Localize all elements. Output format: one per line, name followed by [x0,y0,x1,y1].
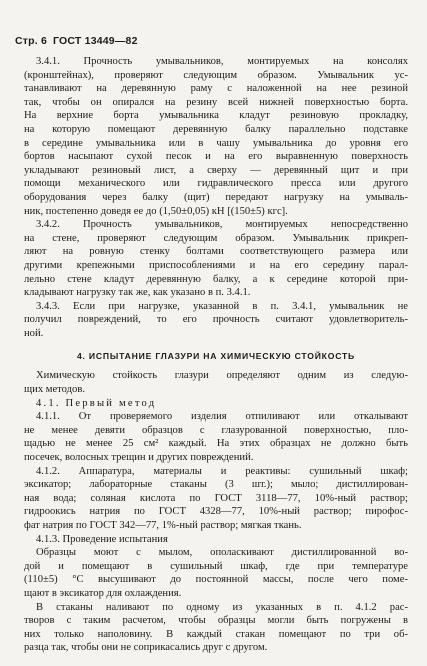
method-heading: 4.1. Первый метод [36,397,157,409]
paragraph-4-1-3 [24,546,408,600]
text-line: 4.1.2. Аппаратура, материалы и реактивы: сушильный шкаф; [36,465,408,477]
text-line: В стаканы наливают по одному из указанных в п. 4.1.2 рас- [36,601,408,613]
text-line: щадью не менее 25 см² каждый. На этих образцах не должно быть [24,438,408,450]
text-line: 3.4.1. Прочность умывальников, монтируемых на консолях [36,56,408,67]
text-line: 3.4.2. Прочность умывальников, монтируемых непосредственно [36,219,408,231]
text-line: ная вода; соляная кислота по ГОСТ 3118—77, 10%-ный раствор; [24,492,408,504]
text-line: другими крепежными приспособлениями и на его середину парал- [24,259,408,271]
text-line: не менее девяти образцов с глазурованной поверхностью, пло- [24,424,408,436]
text-line: Химическую стойкость глазури определяют одним из следую- [36,370,408,382]
text-line: ляют на ровную стенку болтами соответствующего размера или [24,246,408,258]
text-line: гидроокись натрия по ГОСТ 4328—77, 10%-ный раствор; пирофос- [24,506,408,518]
text-line: лельно стене кладут деревянную балку, а к середине которой при- [24,273,408,285]
text-line: так, чтобы он опирался на резину всей нижней поверхностью борта. [24,96,408,108]
paragraph-3-4-3 [24,300,408,341]
method-heading [24,397,408,411]
text-line: кладывают нагрузку так же, как указано в п. 3.4.1. [24,287,251,299]
text-line: щают в эксикатор для охлаждения. [24,587,182,599]
paragraph-4-1-3b [24,601,408,655]
section-heading: 4. ИСПЫТАНИЕ ГЛАЗУРИ НА ХИМИЧЕСКУЮ СТОЙКОСТЬ [76,351,356,362]
text-line: Образцы моют с мылом, ополаскивают дистиллированной во- [36,547,408,559]
subsection-heading: 4.1.3. Проведение испытания [36,533,168,545]
text-line: оборудования через балку (щит) передают нагрузку на умываль- [24,191,408,203]
text-line: бортов насыпают сухой песок и на его выравненную поверхность [24,151,408,163]
paragraph-4-1-1 [24,410,408,464]
standard-code: ГОСТ 13449—82 [53,35,138,47]
text-line: посечек, волосных трещин и других повреждений. [24,451,254,463]
text-line: на стене, проверяют следующим образом. Умывальник прикреп- [24,232,408,244]
subsection-heading [24,533,408,547]
text-line: (кронштейнах), проверяют следующим образом. Умывальник ус- [24,69,408,81]
text-line: ник, постепенно доведя ее до (1,50±0,05) кН [(150±5) кгс]. [24,205,288,217]
text-line: ной. [24,328,44,339]
text-line: разца так, чтобы они не соприкасались друг с другом. [24,642,268,654]
text-line: них только наполовину. В каждый стакан помещают по три об- [24,628,408,640]
text-line: 4.1.1. От проверяемого изделия отпиливают или откалывают [36,411,408,423]
text-line: 3.4.3. Если при нагрузке, указанной в п. 3.4.1, умывальник не [36,300,408,312]
paragraph-3-4-1 [24,55,408,218]
text-line: щих методов. [24,383,85,395]
text-line: получил повреждений, то его прочность считают удовлетворитель- [24,314,408,326]
text-line: дой и помещают в сушильный шкаф, где при температуре [24,560,408,572]
paragraph-3-4-2 [24,218,408,300]
text-line: (110±5) °С высушивают до постоянной массы, после чего поме- [24,574,408,586]
text-line: фат натрия по ГОСТ 342—77, 1%-ный раствор; мягкая ткань. [24,519,302,531]
paragraph-intro [24,369,408,396]
page-header [15,35,138,47]
text-line: помощи механического или гидравлического пресса или другого [24,178,408,190]
paragraph-4-1-2 [24,465,408,533]
text-line: На верхние борта умывальника кладут резиновую прокладку, [24,110,408,122]
text-line: в середине умывальника или в чашу умывальника до уровня его [24,137,408,149]
text-line: танавливают на деревянную раму с наложенной на нее резиной [24,83,408,95]
text-line: творов с таким расчетом, чтобы образцы могли быть погружены в [24,615,408,627]
page-number: Стр. 6 [15,35,48,47]
text-line: на которую помещают деревянную балку параллельно подставке [24,123,408,135]
text-line: эксикатор; лабораторные стаканы (3 шт.); мыло; дистиллирован- [24,479,408,491]
text-line: укладывают резиновый лист, а сверху — деревянный щит и при [24,164,408,176]
